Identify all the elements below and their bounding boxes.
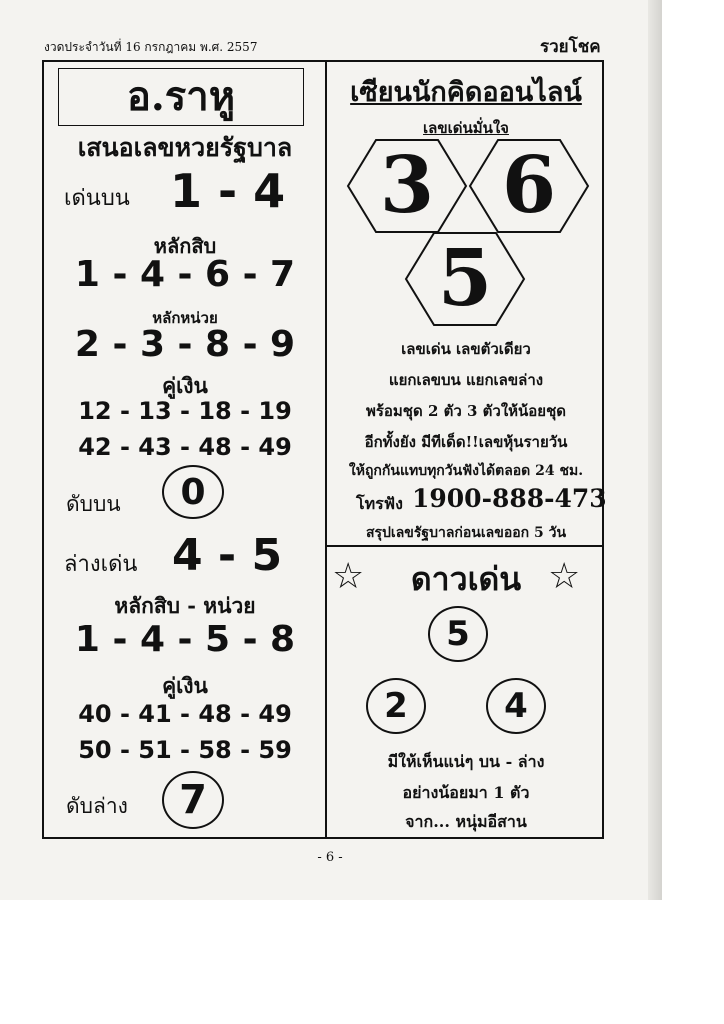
pairs2-label: คู่เงิน [162,673,208,698]
right-title: เซียนนักคิดออนไลน์ [350,77,582,108]
bottom-out-circle: 7 [162,771,224,829]
star-title: ดาวเด่น [410,560,522,598]
bottom-line-2: อย่างน้อยมา 1 ตัว [402,783,530,802]
bottom-line-3: จาก... หนุ่มอีสาน [405,812,527,831]
info-line-2: แยกเลขบน แยกเลขล่าง [388,371,544,389]
column-name: รวยโชค [540,37,601,57]
info-line-1: เลขเด่น เลขตัวเดียว [401,340,531,358]
bottom-line-1: มีให้เห็นแน่ๆ บน - ล่าง [387,752,545,771]
star-number-4: 4 [486,678,546,734]
hex-number-6: 6 [501,140,557,231]
left-title: อ.ราหู [126,73,236,120]
top-out-label: ดับบน [66,492,121,516]
phone-label: โทรฟัง [356,494,403,513]
bottom-out-label: ดับล่าง [66,794,128,818]
top-lead-label: เด่นบน [64,186,130,211]
phone-number: 1900-888-473 [412,484,607,513]
right-section-divider [325,545,604,547]
tens-units-numbers: 1 - 4 - 5 - 8 [74,619,296,660]
top-lead-number: 1 - 4 [170,164,286,218]
hex-number-5: 5 [437,233,493,324]
star-number-5: 5 [428,606,488,662]
column-divider [325,60,327,839]
right-subtitle: เลขเด่นมั่นใจ [423,119,509,137]
left-subtitle: เสนอเลขหวยรัฐบาล [77,133,293,162]
pairs1-row1: 12 - 13 - 18 - 19 [78,397,292,425]
issue-date: งวดประจำวันที่ 16 กรกฎาคม พ.ศ. 2557 [44,40,258,54]
page-edge [648,0,662,900]
units-label: หลักหน่วย [152,309,218,327]
bottom-lead-label: ล่างเด่น [64,552,138,577]
tens-label: หลักสิบ [153,234,217,258]
info-line-3: พร้อมชุด 2 ตัว 3 ตัวให้น้อยชุด [365,402,567,420]
info-line-5: ให้ถูกกันแทบทุกวันฟังได้ตลอด 24 ชม. [348,463,584,479]
summary-line: สรุปเลขรัฐบาลก่อนเลขออก 5 วัน [365,525,567,541]
tens-numbers: 1 - 4 - 6 - 7 [74,254,296,295]
star-number-2: 2 [366,678,426,734]
bottom-lead-number: 4 - 5 [172,530,283,581]
pairs1-row2: 42 - 43 - 48 - 49 [78,433,292,461]
star-right-icon: ☆ [548,556,581,597]
star-left-icon: ☆ [332,556,365,597]
top-out-circle: 0 [162,465,224,519]
page-number: - 6 - [317,850,343,865]
pairs1-label: คู่เงิน [162,373,208,398]
pairs2-row2: 50 - 51 - 58 - 59 [78,736,292,764]
hex-number-3: 3 [379,140,435,231]
units-numbers: 2 - 3 - 8 - 9 [74,324,296,365]
pairs2-row1: 40 - 41 - 48 - 49 [78,700,292,728]
tens-units-label: หลักสิบ - หน่วย [114,593,256,618]
info-line-4: อีกทั้งยัง มีทีเด็ด!!เลขหุ้นรายวัน [364,433,568,451]
